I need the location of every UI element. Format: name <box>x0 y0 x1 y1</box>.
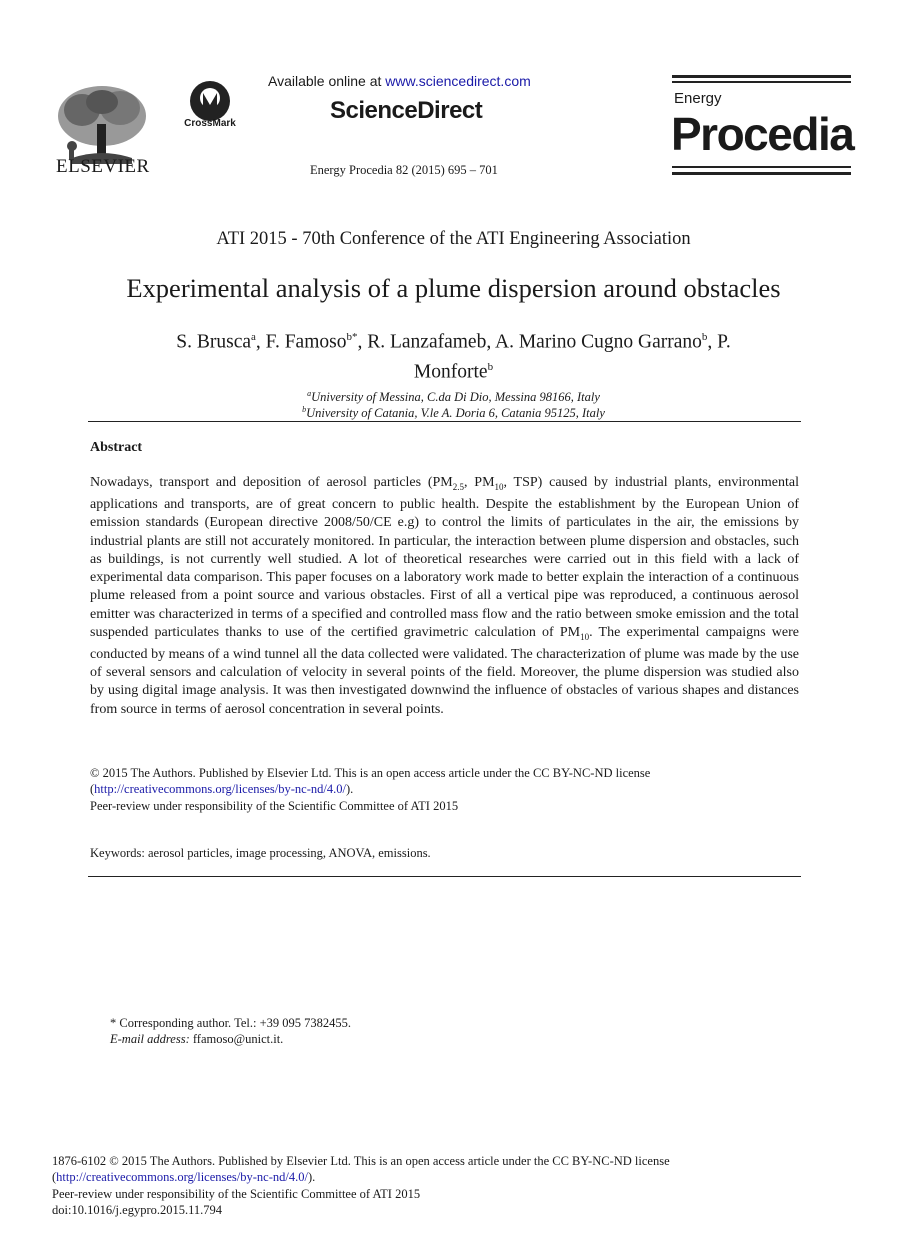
footer-license <box>52 1170 315 1185</box>
email-address[interactable]: ffamoso@unict.it. <box>189 1032 284 1046</box>
journal-logo-rule <box>672 75 851 78</box>
author-separator: , <box>357 331 368 353</box>
affiliation-mark: a <box>307 389 312 398</box>
abstract-fragment: , TSP) caused by industrial plants, environmental applications and transports, are of great concern to public health. Despite the establishment by the European Union of emission standards (European directive 2008/50/CE e.g) to control the limits of particulates in the air, the emissions by industrial plants are still not accurately monitored. In particular, the interaction between plume dispersion and obstacles, such as buildings, is not currently well studied. A lot of theoretical researches were carried out in this field with a lack of experimental data comparison. This paper focuses on a laboratory work made to better explain the interaction of a continuous plume released from a point source and various obstacles. First of all a vertical pipe was reproduced, a continuous aerosol emitter was characterized in terms of a specified and controlled mass flow and the ratio between smoke emission and the total suspended particulates thanks to use of the certified gravimetric calculation of PM <box>90 475 800 640</box>
paren: ( <box>90 782 95 796</box>
author-name: R. Lanzafameb <box>367 331 487 353</box>
section-divider <box>88 421 801 422</box>
abstract-text <box>90 474 799 719</box>
journal-logo-rule <box>672 81 851 83</box>
crossmark-label: CrossMark <box>184 118 236 129</box>
affiliation-mark: b <box>302 405 307 414</box>
author-affiliation-mark: b <box>487 360 494 373</box>
paper-title: Experimental analysis of a plume dispersion around obstacles <box>126 273 781 303</box>
author-list <box>0 325 907 384</box>
peer-review-line: Peer-review under responsibility of the Scientific Committee of ATI 2015 <box>90 799 459 813</box>
abstract-fragment: . The experimental campaigns were conducted by means of a wind tunnel all the data collected were validated. The characterization of plume was made by the use of several sensors and calculation of velocity in several points of the field. Moreover, the plume dispersion was studied also by using digital image analysis. It was then investigated downwind the influence of obstacles of various shapes and distances from source in terms of aerosol concentration in several points. <box>90 624 799 717</box>
paren: ( <box>52 1170 57 1184</box>
section-divider <box>88 876 801 877</box>
sciencedirect-logo: ScienceDirect <box>330 97 483 124</box>
footer-copyright: 1876-6102 © 2015 The Authors. Published by Elsevier Ltd. This is an open access article under the CC BY-NC-ND license <box>52 1154 670 1168</box>
journal-reference: Energy Procedia 82 (2015) 695 – 701 <box>310 163 498 177</box>
available-online <box>268 73 531 89</box>
copyright-line: © 2015 The Authors. Published by Elsevier Ltd. This is an open access article under the CC BY-NC-ND license <box>90 766 651 780</box>
abstract-fragment: Nowadays, transport and deposition of aerosol particles (PM <box>90 475 453 490</box>
journal-logo-energy: Energy <box>674 90 722 107</box>
footer-peer-review: Peer-review under responsibility of the Scientific Committee of ATI 2015 <box>52 1187 421 1201</box>
paren: ). <box>307 1170 316 1184</box>
journal-logo-rule <box>672 172 851 175</box>
paren: ). <box>345 782 354 796</box>
author-separator: , <box>255 331 266 353</box>
author-affiliation-mark: b <box>701 331 708 343</box>
email-line <box>110 1032 283 1047</box>
journal-logo-rule <box>672 166 851 168</box>
author-name: F. Famoso <box>265 331 347 353</box>
available-prefix: Available online at <box>268 73 386 89</box>
email-label: E-mail address: <box>110 1032 190 1046</box>
sciencedirect-link[interactable]: www.sciencedirect.com <box>385 73 531 89</box>
conference-name: ATI 2015 - 70th Conference of the ATI Engineering Association <box>216 229 691 249</box>
abstract-heading: Abstract <box>90 440 143 455</box>
abstract-subscript: 10 <box>494 481 504 492</box>
author-separator: , <box>707 331 718 353</box>
author-name: A. Marino Cugno Garrano <box>495 331 702 353</box>
affiliation-text: University of Catania, V.le A. Doria 6, Catania 95125, Italy <box>306 406 605 421</box>
journal-logo-procedia: Procedia <box>671 108 854 160</box>
footer-license-link[interactable]: http://creativecommons.org/licenses/by-nc-nd/4.0/ <box>56 1170 308 1184</box>
corresponding-author: * Corresponding author. Tel.: +39 095 7382455. <box>110 1016 351 1030</box>
author-affiliation-mark: a <box>251 331 256 343</box>
affiliation <box>0 405 907 421</box>
abstract-subscript: 2.5 <box>452 481 465 492</box>
keywords: Keywords: aerosol particles, image processing, ANOVA, emissions. <box>90 846 431 860</box>
author-name: S. Brusca <box>176 331 252 353</box>
author-name: P. Monforte <box>413 331 731 382</box>
affiliation <box>0 389 907 405</box>
abstract-fragment: , PM <box>464 475 495 490</box>
abstract-subscript: 10 <box>580 631 590 642</box>
license-line <box>90 782 353 797</box>
author-affiliation-mark: b* <box>346 331 358 343</box>
footer-doi[interactable]: doi:10.1016/j.egypro.2015.11.794 <box>52 1203 223 1217</box>
affiliation-text: University of Messina, C.da Di Dio, Messina 98166, Italy <box>311 390 600 405</box>
author-separator: , <box>486 331 496 353</box>
publisher-name: ELSEVIER <box>56 156 150 177</box>
license-link[interactable]: http://creativecommons.org/licenses/by-nc-nd/4.0/ <box>94 782 346 796</box>
